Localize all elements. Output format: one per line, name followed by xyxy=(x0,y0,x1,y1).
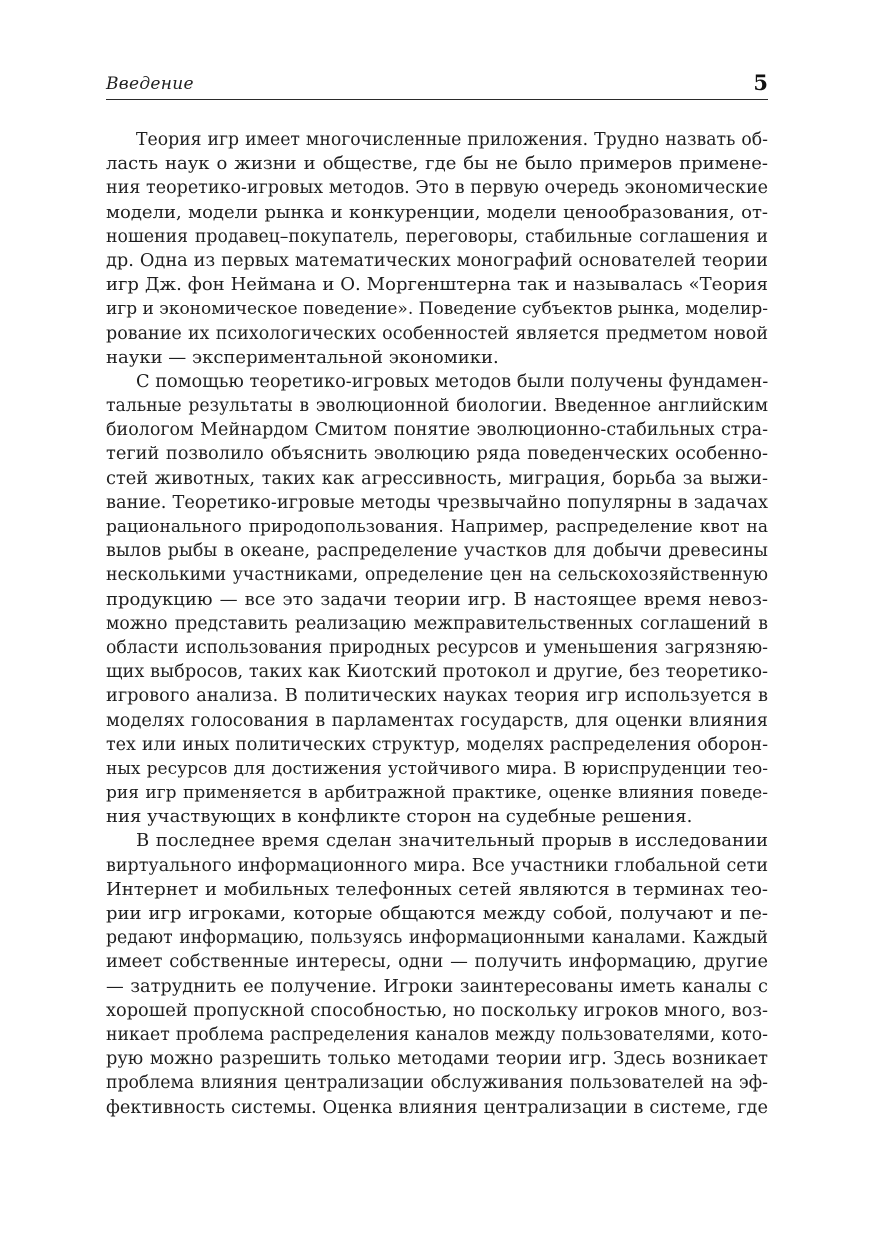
page-number: 5 xyxy=(753,70,768,95)
text-line: ных ресурсов для достижения устойчивого мира. В юриспруденции тео- xyxy=(106,758,768,779)
text-line: др. Одна из первых математических монографий основателей теории xyxy=(106,250,768,271)
text-line: фективность системы. Оценка влияния централизации в системе, где xyxy=(106,1097,768,1118)
paragraph-2 xyxy=(106,370,768,830)
text-line: рии игр игроками, которые общаются между собой, получают и пе- xyxy=(106,903,768,924)
text-line: ношения продавец–покупатель, переговоры, стабильные соглашения и xyxy=(106,226,768,247)
text-line: щих выбросов, таких как Киотский протокол и другие, без теоретико- xyxy=(106,662,768,683)
text-line: Теория игр имеет многочисленные приложения. Трудно назвать об- xyxy=(136,130,768,150)
text-line: редают информацию, пользуясь информационными каналами. Каждый xyxy=(106,928,768,949)
text-line: вылов рыбы в океане, распределение участков для добычи древесины xyxy=(106,541,768,562)
text-line: науки — экспериментальной экономики. xyxy=(106,346,499,368)
paragraph-1 xyxy=(106,128,768,370)
paragraph-3 xyxy=(106,829,768,1119)
text-line: В последнее время сделан значительный прорыв в исследовании xyxy=(136,830,768,852)
text-line: ния теоретико-игровых методов. Это в первую очередь экономические xyxy=(106,178,768,199)
text-line: рационального природопользования. Например, распределение квот на xyxy=(106,517,768,537)
text-line: вание. Теоретико-игровые методы чрезвычайно популярны в задачах xyxy=(106,492,768,513)
text-line: несколькими участниками, определение цен на сельскохозяйственную xyxy=(106,565,768,586)
text-line: рование их психологических особенностей является предметом новой xyxy=(106,323,768,344)
text-line: игр Дж. фон Неймана и О. Моргенштерна так и называлась «Теория xyxy=(106,274,768,296)
text-line: стей животных, таких как агрессивность, миграция, борьба за выжи- xyxy=(106,468,768,489)
text-line: ласть наук о жизни и обществе, где бы не было примеров примене- xyxy=(106,153,768,175)
text-line: биологом Мейнардом Смитом понятие эволюционно-стабильных стра- xyxy=(106,420,768,441)
text-line: тальные результаты в эволюционной биологии. Введенное английским xyxy=(106,396,768,417)
text-line: проблема влияния централизации обслуживания пользователей на эф- xyxy=(106,1073,768,1094)
text-line: моделях голосования в парламентах государств, для оценки влияния xyxy=(106,710,768,731)
section-title: Введение xyxy=(106,74,194,94)
body-text xyxy=(106,128,768,1120)
text-line: ния участвующих в конфликте сторон на судебные решения. xyxy=(106,806,693,828)
text-line: можно представить реализацию межправительственных соглашений в xyxy=(106,613,768,634)
text-line: области использования природных ресурсов и уменьшения загрязняю- xyxy=(106,637,768,658)
text-line: имеет собственные интересы, одни — получить информацию, другие xyxy=(106,952,768,973)
text-line: виртуального информационного мира. Все участники глобальной сети xyxy=(106,855,768,876)
text-line: продукцию — все это задачи теории игр. В настоящее время невоз- xyxy=(106,588,768,610)
text-line: Интернет и мобильных телефонных сетей являются в терминах тео- xyxy=(106,878,768,900)
text-line: игр и экономическое поведение». Поведение субъектов рынка, моделир- xyxy=(106,299,768,320)
text-line: тегий позволило объяснить эволюцию ряда поведенческих особенно- xyxy=(106,444,768,465)
text-line: С помощью теоретико-игровых методов были получены фундамен- xyxy=(136,371,769,392)
text-line: тех или иных политических структур, моделях распределения оборон- xyxy=(106,734,768,755)
text-line: хорошей пропускной способностью, но поскольку игроков много, воз- xyxy=(106,1000,768,1021)
text-line: рую можно разрешить только методами теории игр. Здесь возникает xyxy=(106,1049,768,1070)
text-line: рия игр применяется в арбитражной практике, оценке влияния поведе- xyxy=(106,783,768,804)
text-line: модели, модели рынка и конкуренции, модели ценообразования, от- xyxy=(106,201,768,223)
text-line: никает проблема распределения каналов между пользователями, кото- xyxy=(106,1024,768,1045)
text-line: игрового анализа. В политических науках теория игр используется в xyxy=(106,686,768,707)
running-head xyxy=(106,70,768,100)
text-line: — затруднить ее получение. Игроки заинтересованы иметь каналы с xyxy=(106,976,768,997)
